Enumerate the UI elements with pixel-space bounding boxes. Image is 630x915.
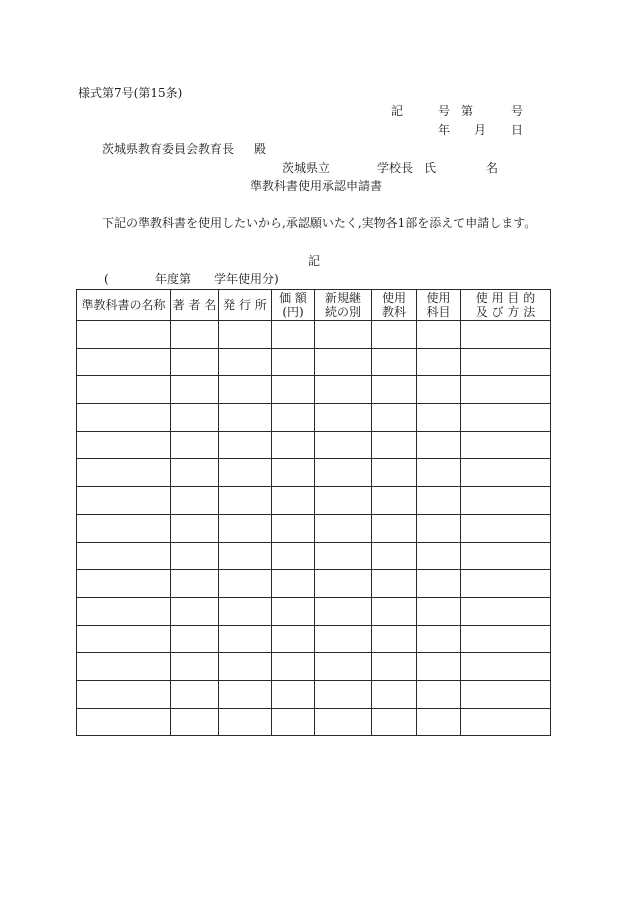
table-cell[interactable] (461, 431, 551, 459)
application-table (76, 289, 551, 736)
table-cell[interactable] (461, 404, 551, 432)
table-cell[interactable] (171, 376, 219, 404)
table-row (77, 321, 551, 349)
body-text: 下記の準教科書を使用したいから,承認願いたく,実物各1部を添えて申請します。 (102, 216, 537, 230)
table-body (77, 321, 551, 736)
table-cell[interactable] (219, 570, 272, 598)
table-cell[interactable] (372, 542, 417, 570)
table-cell[interactable] (315, 514, 372, 542)
table-cell[interactable] (77, 680, 171, 708)
table-cell[interactable] (372, 431, 417, 459)
table-cell[interactable] (272, 625, 315, 653)
table-cell[interactable] (315, 708, 372, 736)
table-cell[interactable] (272, 680, 315, 708)
table-cell[interactable] (77, 348, 171, 376)
table-cell[interactable] (417, 459, 461, 487)
table-cell[interactable] (461, 459, 551, 487)
table-cell[interactable] (417, 487, 461, 515)
sender-mei: 名 (486, 161, 499, 175)
form-number: 様式第7号(第15条) (78, 86, 183, 100)
table-cell[interactable] (417, 514, 461, 542)
table-cell[interactable] (461, 514, 551, 542)
date-day: 日 (511, 123, 524, 137)
table-cell[interactable] (171, 459, 219, 487)
table-cell[interactable] (315, 597, 372, 625)
date-year: 年 (438, 123, 451, 137)
table-cell[interactable] (461, 570, 551, 598)
sender-role: 学校長 (377, 161, 414, 175)
table-cell[interactable] (171, 570, 219, 598)
table-cell[interactable] (417, 376, 461, 404)
header-title: 準教科書の名称 (77, 290, 171, 321)
table-cell[interactable] (171, 597, 219, 625)
table-cell[interactable] (171, 487, 219, 515)
table-cell[interactable] (171, 514, 219, 542)
table-cell[interactable] (272, 321, 315, 349)
header-price: 価 額 (円) (272, 290, 315, 321)
year-open-paren: ( (104, 272, 109, 286)
table-cell[interactable] (272, 542, 315, 570)
table-row (77, 459, 551, 487)
table-cell[interactable] (417, 680, 461, 708)
table-cell[interactable] (372, 376, 417, 404)
table-cell[interactable] (417, 625, 461, 653)
table-cell[interactable] (372, 680, 417, 708)
table-cell[interactable] (372, 570, 417, 598)
table-cell[interactable] (417, 321, 461, 349)
table-cell[interactable] (77, 459, 171, 487)
table-cell[interactable] (77, 570, 171, 598)
table-cell[interactable] (417, 542, 461, 570)
table-cell[interactable] (315, 542, 372, 570)
table-cell[interactable] (417, 597, 461, 625)
table-cell[interactable] (171, 625, 219, 653)
table-cell[interactable] (77, 514, 171, 542)
table-cell[interactable] (272, 653, 315, 681)
table-cell[interactable] (315, 653, 372, 681)
table-cell[interactable] (171, 404, 219, 432)
table-cell[interactable] (219, 625, 272, 653)
table-cell[interactable] (272, 459, 315, 487)
table-cell[interactable] (219, 487, 272, 515)
table-cell[interactable] (171, 653, 219, 681)
table-row (77, 653, 551, 681)
table-cell[interactable] (461, 348, 551, 376)
table-header-row (77, 290, 551, 321)
header-author: 著 者 名 (171, 290, 219, 321)
document-title: 準教科書使用承認申請書 (250, 179, 383, 193)
table-cell[interactable] (461, 597, 551, 625)
table-cell[interactable] (219, 597, 272, 625)
table-cell[interactable] (171, 348, 219, 376)
table-row (77, 597, 551, 625)
table-cell[interactable] (315, 431, 372, 459)
table-cell[interactable] (461, 653, 551, 681)
table-cell[interactable] (77, 376, 171, 404)
header-purpose-method: 使 用 目 的 及 び 方 法 (461, 290, 551, 321)
header-subject: 使用 教科 (372, 290, 417, 321)
table-cell[interactable] (372, 625, 417, 653)
table-cell[interactable] (272, 376, 315, 404)
table-cell[interactable] (171, 542, 219, 570)
ref-ki: 記 (391, 104, 404, 118)
table-cell[interactable] (77, 708, 171, 736)
table-cell[interactable] (77, 431, 171, 459)
table-cell[interactable] (272, 431, 315, 459)
table-cell[interactable] (315, 680, 372, 708)
table-cell[interactable] (219, 431, 272, 459)
table-cell[interactable] (372, 708, 417, 736)
table-cell[interactable] (219, 404, 272, 432)
table-cell[interactable] (372, 514, 417, 542)
table-cell[interactable] (171, 708, 219, 736)
table-cell[interactable] (417, 404, 461, 432)
table-cell[interactable] (315, 348, 372, 376)
header-publisher: 発 行 所 (219, 290, 272, 321)
table-cell[interactable] (171, 680, 219, 708)
table-cell[interactable] (219, 542, 272, 570)
table-cell[interactable] (77, 321, 171, 349)
ref-go-2: 号 (511, 104, 524, 118)
ki-heading: 記 (308, 254, 321, 268)
table-row (77, 708, 551, 736)
table-row (77, 431, 551, 459)
sender-prefecture: 茨城県立 (282, 161, 331, 175)
table-cell[interactable] (417, 708, 461, 736)
table-cell[interactable] (219, 459, 272, 487)
table-cell[interactable] (417, 570, 461, 598)
table-cell[interactable] (77, 487, 171, 515)
table-cell[interactable] (272, 514, 315, 542)
table-cell[interactable] (77, 404, 171, 432)
table-cell[interactable] (219, 376, 272, 404)
table-cell[interactable] (372, 321, 417, 349)
table-cell[interactable] (372, 348, 417, 376)
year-nendo: 年度第 (155, 272, 192, 286)
table-cell[interactable] (315, 404, 372, 432)
table-cell[interactable] (372, 487, 417, 515)
table-cell[interactable] (461, 625, 551, 653)
table-cell[interactable] (272, 597, 315, 625)
table-cell[interactable] (372, 404, 417, 432)
table-row (77, 487, 551, 515)
table-cell[interactable] (461, 321, 551, 349)
table-cell[interactable] (372, 653, 417, 681)
table-cell[interactable] (272, 708, 315, 736)
header-new-continuing: 新規継 続の別 (315, 290, 372, 321)
table-cell[interactable] (315, 570, 372, 598)
table-cell[interactable] (315, 487, 372, 515)
table-row (77, 404, 551, 432)
table-cell[interactable] (77, 597, 171, 625)
table-cell[interactable] (77, 625, 171, 653)
table-row (77, 376, 551, 404)
table-cell[interactable] (219, 680, 272, 708)
table-cell[interactable] (315, 459, 372, 487)
table-row (77, 542, 551, 570)
sender-shi: 氏 (424, 161, 437, 175)
table-cell[interactable] (77, 653, 171, 681)
date-month: 月 (474, 123, 487, 137)
table-cell[interactable] (171, 321, 219, 349)
table-cell[interactable] (315, 376, 372, 404)
table-cell[interactable] (272, 348, 315, 376)
table-cell[interactable] (219, 653, 272, 681)
year-use: 学年使用分) (214, 272, 279, 286)
table-cell[interactable] (417, 348, 461, 376)
table-row (77, 680, 551, 708)
table-cell[interactable] (461, 376, 551, 404)
table-row (77, 570, 551, 598)
table-cell[interactable] (219, 348, 272, 376)
table-cell[interactable] (77, 542, 171, 570)
table-row (77, 625, 551, 653)
table-cell[interactable] (372, 597, 417, 625)
addressee-honorific: 殿 (254, 142, 267, 156)
table-cell[interactable] (219, 708, 272, 736)
table-cell[interactable] (315, 625, 372, 653)
table-cell[interactable] (372, 459, 417, 487)
table-cell[interactable] (219, 514, 272, 542)
table-cell[interactable] (272, 487, 315, 515)
table-cell[interactable] (461, 487, 551, 515)
table-cell[interactable] (417, 431, 461, 459)
table-row (77, 514, 551, 542)
addressee: 茨城県教育委員会教育長 (102, 142, 235, 156)
ref-go-1: 号 (438, 104, 451, 118)
header-course: 使用 科目 (417, 290, 461, 321)
table-cell[interactable] (461, 542, 551, 570)
table-cell[interactable] (461, 708, 551, 736)
table-row (77, 348, 551, 376)
ref-dai: 第 (461, 104, 474, 118)
table-cell[interactable] (171, 431, 219, 459)
table-cell[interactable] (272, 570, 315, 598)
table-cell[interactable] (219, 321, 272, 349)
table-cell[interactable] (315, 321, 372, 349)
table-cell[interactable] (272, 404, 315, 432)
table-cell[interactable] (461, 680, 551, 708)
table-cell[interactable] (417, 653, 461, 681)
